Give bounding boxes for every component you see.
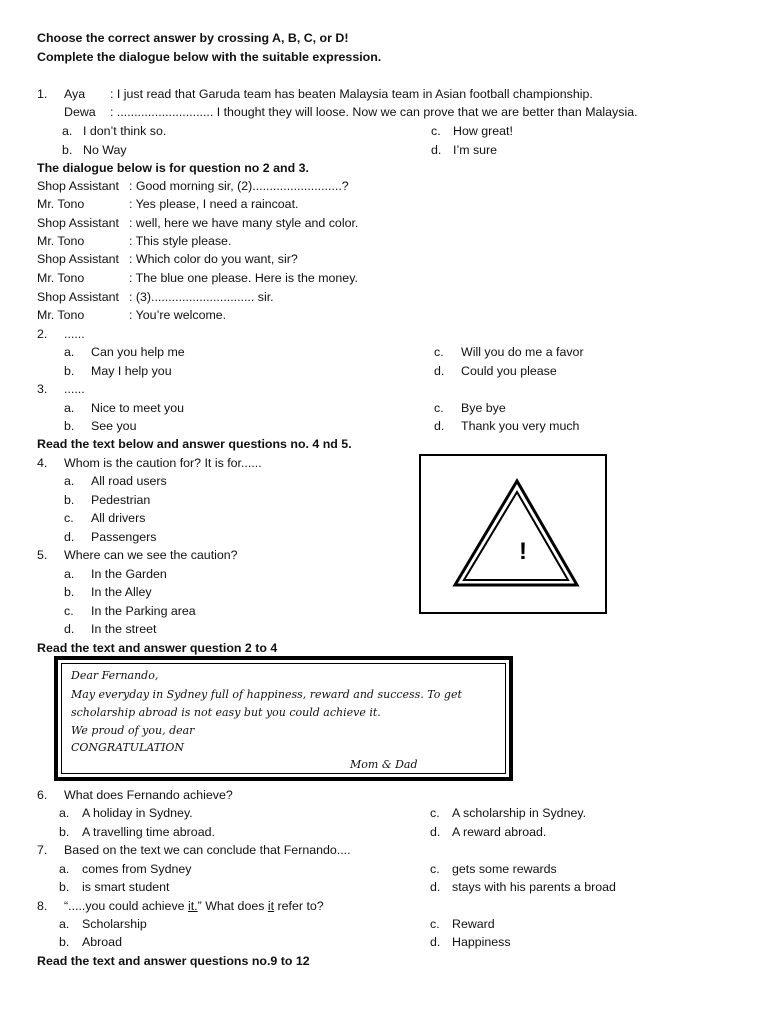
q3-option-d[interactable]: Thank you very much	[461, 419, 580, 433]
q1-option-b[interactable]: No Way	[83, 143, 127, 157]
q2-option-c[interactable]: Will you do me a favor	[461, 345, 584, 359]
q5-option-c[interactable]: In the Parking area	[91, 604, 196, 618]
q8-option-c[interactable]: Reward	[452, 917, 495, 931]
q3-option-b-letter[interactable]: b.	[64, 419, 75, 433]
dialogue-heading: The dialogue below is for question no 2 and 3.	[37, 161, 309, 175]
q3-option-a-letter[interactable]: a.	[64, 401, 75, 415]
dialogue-speaker: Shop Assistant	[37, 252, 119, 266]
q8-option-b[interactable]: Abroad	[82, 935, 122, 949]
q4-stem: Whom is the caution for? It is for......	[64, 456, 262, 470]
instruction-line-1: Choose the correct answer by crossing A, B, C, or D!	[37, 31, 349, 45]
q7-option-a[interactable]: comes from Sydney	[82, 862, 192, 876]
q5-option-d-letter[interactable]: d.	[64, 622, 75, 636]
q6-option-d-letter[interactable]: d.	[430, 825, 441, 839]
q6-stem: What does Fernando achieve?	[64, 788, 233, 802]
dialogue-line: : This style please.	[129, 234, 232, 248]
q5-option-b-letter[interactable]: b.	[64, 585, 75, 599]
q7-option-c[interactable]: gets some rewards	[452, 862, 557, 876]
q7-option-c-letter[interactable]: c.	[430, 862, 440, 876]
q7-option-d[interactable]: stays with his parents a broad	[452, 880, 616, 894]
q4-option-a[interactable]: All road users	[91, 474, 167, 488]
q3-option-b[interactable]: See you	[91, 419, 137, 433]
dialogue-line: : You’re welcome.	[129, 308, 227, 322]
letter-signature: Mom & Dad	[350, 758, 418, 771]
q8-number: 8.	[37, 899, 48, 913]
dialogue-speaker: Mr. Tono	[37, 308, 85, 322]
q4-option-c-letter[interactable]: c.	[64, 511, 74, 525]
q5-option-a[interactable]: In the Garden	[91, 567, 167, 581]
instruction-line-2: Complete the dialogue below with the suitable expression.	[37, 50, 382, 64]
q6-option-a[interactable]: A holiday in Sydney.	[82, 806, 193, 820]
q2-option-d-letter[interactable]: d.	[434, 364, 445, 378]
q6-option-a-letter[interactable]: a.	[59, 806, 70, 820]
q4-option-b[interactable]: Pedestrian	[91, 493, 151, 507]
q4-option-b-letter[interactable]: b.	[64, 493, 75, 507]
q1-speaker-aya: Aya	[64, 87, 86, 101]
q1-option-d-letter[interactable]: d.	[431, 143, 442, 157]
q8-option-d-letter[interactable]: d.	[430, 935, 441, 949]
dialogue-speaker: Shop Assistant	[37, 179, 119, 193]
q2-number: 2.	[37, 327, 48, 341]
letter-line-4: CONGRATULATION	[71, 741, 185, 754]
q8-stem: “.....you could achieve it.” What does it refer to?	[64, 899, 324, 913]
q2-stem: ......	[64, 327, 85, 341]
q2-option-d[interactable]: Could you please	[461, 364, 557, 378]
q1-option-b-letter[interactable]: b.	[62, 143, 73, 157]
q2-option-b-letter[interactable]: b.	[64, 364, 75, 378]
q5-option-a-letter[interactable]: a.	[64, 567, 75, 581]
q5-option-b[interactable]: In the Alley	[91, 585, 152, 599]
q8-option-b-letter[interactable]: b.	[59, 935, 70, 949]
dialogue-line: : (3).............................. sir.	[129, 290, 274, 304]
q1-option-c-letter[interactable]: c.	[431, 124, 441, 138]
q3-number: 3.	[37, 382, 48, 396]
dialogue-line: : well, here we have many style and color.	[129, 216, 359, 230]
q7-option-b[interactable]: is smart student	[82, 880, 170, 894]
dialogue-line: : The blue one please. Here is the money.	[129, 271, 358, 285]
q8-option-c-letter[interactable]: c.	[430, 917, 440, 931]
q5-option-c-letter[interactable]: c.	[64, 604, 74, 618]
q4-option-d[interactable]: Passengers	[91, 530, 157, 544]
q3-option-d-letter[interactable]: d.	[434, 419, 445, 433]
q3-stem: ......	[64, 382, 85, 396]
q2-option-b[interactable]: May I help you	[91, 364, 172, 378]
q4-option-a-letter[interactable]: a.	[64, 474, 75, 488]
letter-line-1: May everyday in Sydney full of happiness, reward and success. To get	[71, 688, 462, 701]
q8-option-d[interactable]: Happiness	[452, 935, 511, 949]
q4-option-c[interactable]: All drivers	[91, 511, 146, 525]
q6-option-d[interactable]: A reward abroad.	[452, 825, 547, 839]
q3-option-a[interactable]: Nice to meet you	[91, 401, 184, 415]
q1-option-a[interactable]: I don’t think so.	[83, 124, 167, 138]
q5-stem: Where can we see the caution?	[64, 548, 238, 562]
letter-greeting: Dear Fernando,	[71, 669, 159, 682]
caution-sign-box	[419, 454, 607, 614]
q6-option-c-letter[interactable]: c.	[430, 806, 440, 820]
q6-option-b[interactable]: A travelling time abroad.	[82, 825, 215, 839]
dialogue-speaker: Mr. Tono	[37, 197, 85, 211]
q2-option-c-letter[interactable]: c.	[434, 345, 444, 359]
q8-option-a-letter[interactable]: a.	[59, 917, 70, 931]
q1-speaker-dewa: Dewa	[64, 105, 96, 119]
q2-option-a-letter[interactable]: a.	[64, 345, 75, 359]
q6-option-b-letter[interactable]: b.	[59, 825, 70, 839]
q4-number: 4.	[37, 456, 48, 470]
dialogue-speaker: Shop Assistant	[37, 290, 119, 304]
q3-option-c[interactable]: Bye bye	[461, 401, 506, 415]
q1-option-c[interactable]: How great!	[453, 124, 513, 138]
section-24-heading: Read the text and answer question 2 to 4	[37, 641, 278, 655]
q5-number: 5.	[37, 548, 48, 562]
dialogue-line: : Which color do you want, sir?	[129, 252, 298, 266]
q7-number: 7.	[37, 843, 48, 857]
q3-option-c-letter[interactable]: c.	[434, 401, 444, 415]
q5-option-d[interactable]: In the street	[91, 622, 157, 636]
q2-option-a[interactable]: Can you help me	[91, 345, 185, 359]
q1-option-a-letter[interactable]: a.	[62, 124, 73, 138]
q8-option-a[interactable]: Scholarship	[82, 917, 147, 931]
dialogue-speaker: Shop Assistant	[37, 216, 119, 230]
letter-line-3: We proud of you, dear	[71, 724, 195, 737]
q6-option-c[interactable]: A scholarship in Sydney.	[452, 806, 587, 820]
dialogue-speaker: Mr. Tono	[37, 234, 85, 248]
dialogue-speaker: Mr. Tono	[37, 271, 85, 285]
q7-option-a-letter[interactable]: a.	[59, 862, 70, 876]
letter-card	[54, 656, 513, 781]
caution-symbol: !	[519, 538, 527, 565]
warning-triangle-icon	[421, 456, 605, 612]
q1-dewa-line: : ............................ I thought they will loose. Now we can prove that we are better than Malaysia.	[110, 105, 638, 119]
dialogue-line: : Yes please, I need a raincoat.	[129, 197, 299, 211]
q1-aya-line: : I just read that Garuda team has beaten Malaysia team in Asian football championship.	[110, 87, 593, 101]
section-45-heading: Read the text below and answer questions no. 4 nd 5.	[37, 437, 352, 451]
letter-line-2: scholarship abroad is not easy but you could achieve it.	[71, 706, 381, 719]
dialogue-line: : Good morning sir, (2)..........................?	[129, 179, 349, 193]
section-912-heading: Read the text and answer questions no.9 to 12	[37, 954, 310, 968]
q7-option-b-letter[interactable]: b.	[59, 880, 70, 894]
q6-number: 6.	[37, 788, 48, 802]
q7-stem: Based on the text we can conclude that Fernando....	[64, 843, 351, 857]
q1-number: 1.	[37, 87, 48, 101]
q1-option-d[interactable]: I’m sure	[453, 143, 498, 157]
q7-option-d-letter[interactable]: d.	[430, 880, 441, 894]
q4-option-d-letter[interactable]: d.	[64, 530, 75, 544]
